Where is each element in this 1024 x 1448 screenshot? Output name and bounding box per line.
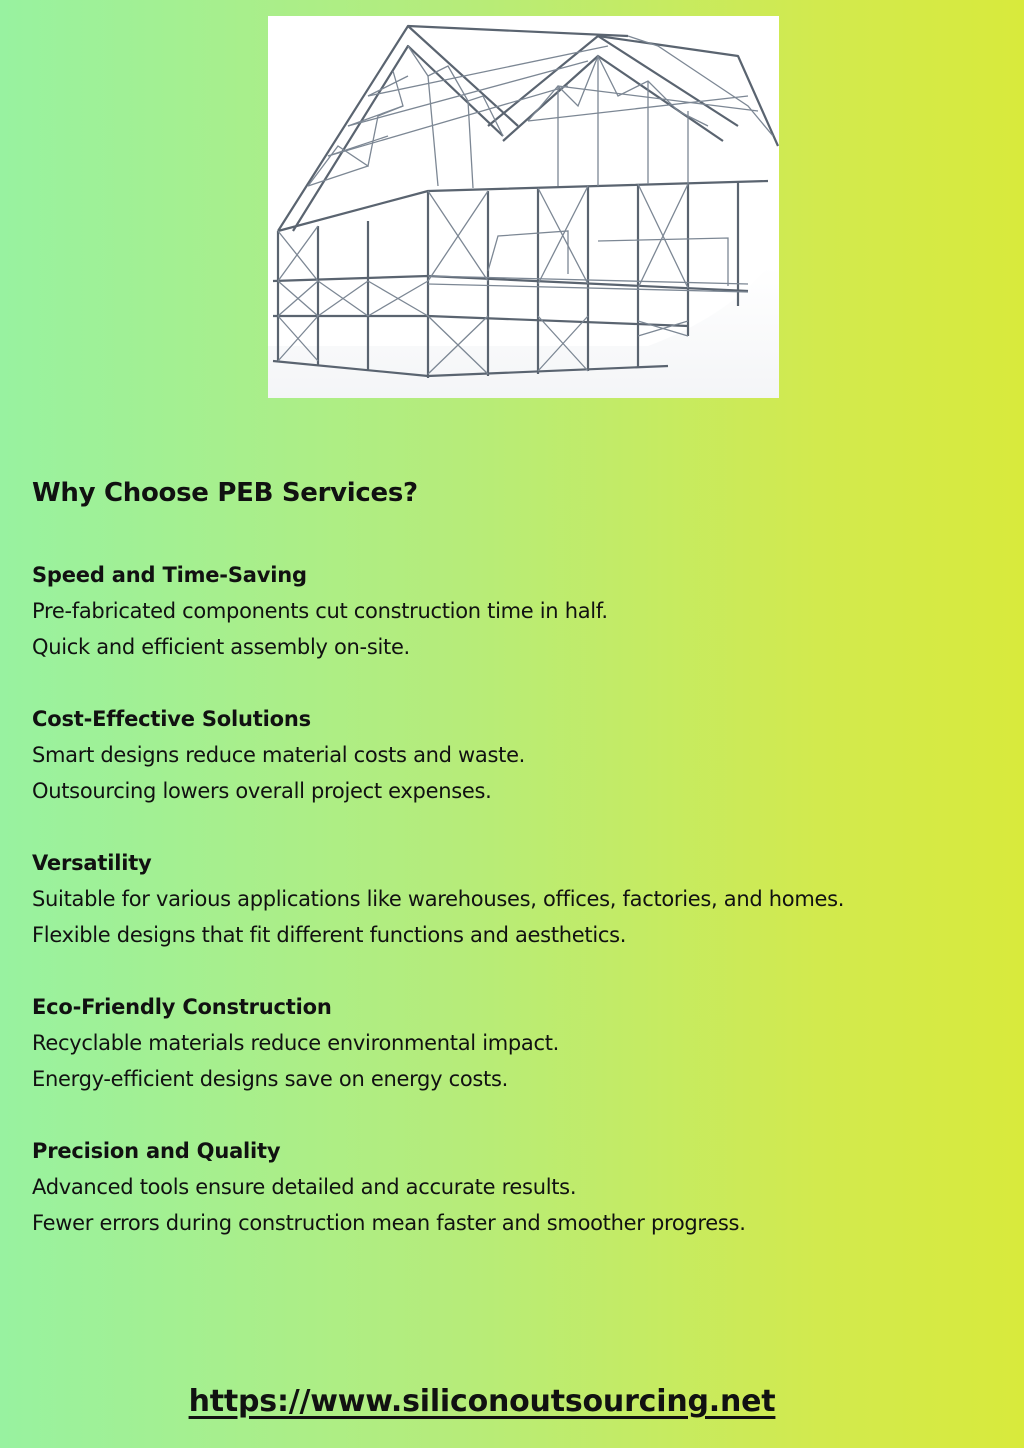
section-line: Suitable for various applications like warehouses, offices, factories, and homes. [32,887,845,912]
section-title: Cost-Effective Solutions [32,707,311,732]
section-line: Smart designs reduce material costs and waste. [32,743,526,768]
section-title: Eco-Friendly Construction [32,995,332,1020]
section-versatility [32,845,1022,953]
section-eco [32,989,1022,1097]
section-line: Recyclable materials reduce environmental impact. [32,1031,560,1056]
section-line: Energy-efficient designs save on energy costs. [32,1067,508,1092]
section-precision [32,1133,1022,1241]
main-content [32,478,1022,1277]
section-line: Advanced tools ensure detailed and accurate results. [32,1175,577,1200]
section-title: Speed and Time-Saving [32,563,307,588]
section-line: Quick and efficient assembly on-site. [32,635,410,660]
section-title: Precision and Quality [32,1139,281,1164]
website-link[interactable]: https://www.siliconoutsourcing.net [188,1384,776,1419]
section-line: Pre-fabricated components cut construction time in half. [32,599,608,624]
section-line: Flexible designs that fit different functions and aesthetics. [32,923,627,948]
section-line: Outsourcing lowers overall project expenses. [32,779,492,804]
section-line: Fewer errors during construction mean faster and smoother progress. [32,1211,746,1236]
page-heading: Why Choose PEB Services? [32,478,418,508]
section-title: Versatility [32,851,152,876]
steel-frame-illustration [268,16,779,398]
hero-image [268,16,779,398]
section-cost [32,701,1022,809]
section-speed [32,557,1022,665]
